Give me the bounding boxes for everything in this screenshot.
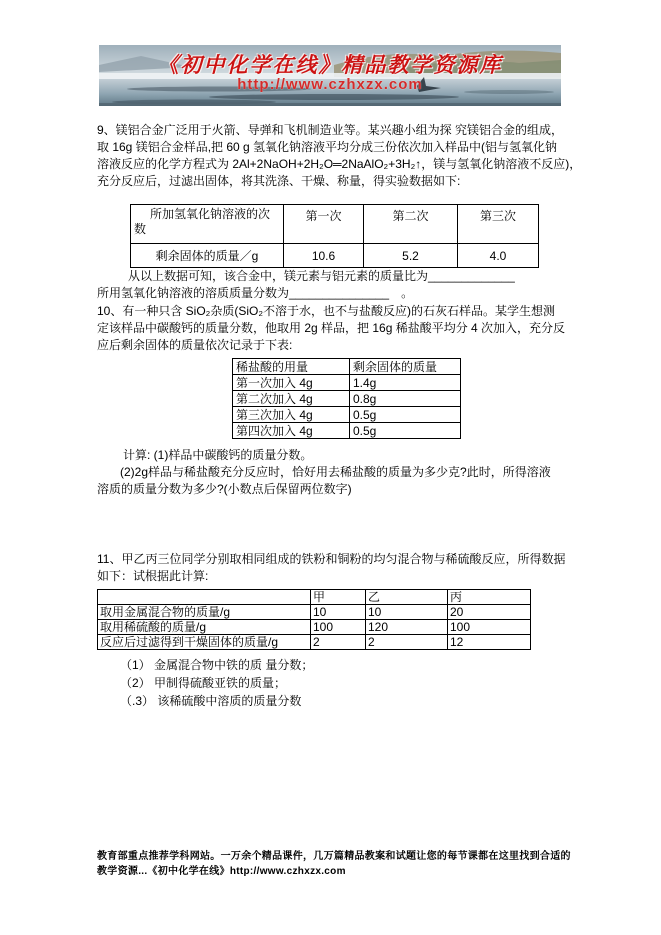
q10-calc-text <box>97 447 551 498</box>
q9-blank-line: 所用氢氧化钠溶液的溶质质量分数为_______________ 。 <box>97 286 414 300</box>
q11-results-table <box>97 589 531 650</box>
q9-fill-blanks <box>97 268 515 302</box>
q11-table-value: 120 <box>366 620 448 635</box>
q10-line: 应后剩余固体的质量依次记录于下表: <box>97 338 293 352</box>
q10-calc-line: 溶质的质量分数为多少?(小数点后保留两位数字) <box>97 482 352 496</box>
q10-table-cell: 1.4g <box>350 375 461 391</box>
q11-table-header-cell: 甲 <box>311 590 366 605</box>
q10-table-header-cell: 剩余固体的质量 <box>350 359 461 375</box>
q9-table-header-cell: 第三次 <box>458 205 539 244</box>
q9-table-header-cell: 第二次 <box>364 205 458 244</box>
q11-table-row-label: 反应后过滤得到干燥固体的质量/g <box>98 635 311 650</box>
q11-table-value: 20 <box>448 605 531 620</box>
question-11-text <box>97 551 565 585</box>
q11-subquestion: （1） 金属混合物中铁的质 量分数； <box>120 658 314 672</box>
q10-table-cell: 0.5g <box>350 407 461 423</box>
q11-table-header-cell <box>98 590 311 605</box>
site-banner-image <box>99 45 561 106</box>
q10-table-header-cell: 稀盐酸的用量 <box>233 359 350 375</box>
banner-title: 《初中化学在线》精品教学资源库 <box>157 52 503 77</box>
page-footer <box>97 849 571 879</box>
q11-table-value: 100 <box>311 620 366 635</box>
q9-table-header-cell: 所加氢氧化钠溶液的次数 <box>131 205 284 244</box>
q11-table-value: 12 <box>448 635 531 650</box>
q11-table-header-cell: 乙 <box>366 590 448 605</box>
q10-line: 定该样品中碳酸钙的质量分数，他取用 2g 样品，把 16g 稀盐酸平均分 4 次加入，充分反 <box>97 321 566 335</box>
q10-table-cell: 第四次加入 4g <box>233 423 350 439</box>
q10-table-cell: 第三次加入 4g <box>233 407 350 423</box>
q9-line: 溶液反应的化学方程式为 2Al+2NaOH+2H₂O═2NaAlO₂+3H₂↑，镁与氢氧化钠溶液不反应)， <box>97 157 582 171</box>
q9-line: 9、镁铝合金广泛用于火箭、导弹和飞机制造业等。某兴趣小组为探 究镁铝合金的组成， <box>97 123 564 137</box>
q11-table-value: 2 <box>366 635 448 650</box>
q10-calc-line: 计算: (1)样品中碳酸钙的质量分数。 <box>123 448 313 462</box>
q9-table-value: 10.6 <box>284 244 364 268</box>
q9-blank-line: 从以上数据可知，该合金中，镁元素与铝元素的质量比为_____________ <box>128 269 515 283</box>
question-10-text <box>97 303 565 354</box>
q9-results-table <box>130 204 539 268</box>
q9-table-value: 5.2 <box>364 244 458 268</box>
q11-table-header-cell: 丙 <box>448 590 531 605</box>
q11-line: 如下：试根据此计算: <box>97 569 209 583</box>
q11-table-value: 10 <box>366 605 448 620</box>
footer-line: 教育部重点推荐学科网站。一万余个精品课件，几万篇精品教案和试题让您的每节课都在这里找到合适的 <box>97 851 571 862</box>
q9-table-value: 4.0 <box>458 244 539 268</box>
q11-table-row-label: 取用金属混合物的质量/g <box>98 605 311 620</box>
q11-line: 11、甲乙丙三位同学分别取相同组成的铁粉和铜粉的均匀混合物与稀硫酸反应，所得数据 <box>97 552 566 566</box>
q9-line: 充分反应后，过滤出固体，将其洗涤、干燥、称量，得实验数据如下: <box>97 174 461 188</box>
q11-table-value: 2 <box>311 635 366 650</box>
footer-line: 教学资源...《初中化学在线》http://www.czhxzx.com <box>97 866 346 877</box>
q10-table-cell: 第一次加入 4g <box>233 375 350 391</box>
q10-results-table <box>232 358 461 439</box>
q11-subquestions <box>120 657 313 711</box>
banner-url: http://www.czhxzx.com <box>237 76 423 93</box>
q11-table-value: 100 <box>448 620 531 635</box>
q9-table-row-label: 剩余固体的质量／g <box>131 244 284 268</box>
q10-table-cell: 0.8g <box>350 391 461 407</box>
q10-table-cell: 0.5g <box>350 423 461 439</box>
q9-table-header-cell: 第一次 <box>284 205 364 244</box>
q10-calc-line: (2)2g样品与稀盐酸充分反应时，恰好用去稀盐酸的质量为多少克?此时，所得溶液 <box>120 465 551 479</box>
q10-table-cell: 第二次加入 4g <box>233 391 350 407</box>
q10-line: 10、有一种只含 SiO₂杂质(SiO₂不溶于水，也不与盐酸反应)的石灰石样品。某学生想测 <box>97 304 556 318</box>
q11-subquestion: （2） 甲制得硫酸亚铁的质量； <box>120 676 287 690</box>
q11-table-row-label: 取用稀硫酸的质量/g <box>98 620 311 635</box>
q9-line: 取 16g 镁铝合金样品,把 60 g 氢氧化钠溶液平均分成三份依次加入样品中(铝与氢氧化钠 <box>97 140 558 154</box>
q11-table-value: 10 <box>311 605 366 620</box>
q11-subquestion: （.3） 该稀硫酸中溶质的质量分数 <box>120 694 302 708</box>
question-9-text <box>97 122 581 190</box>
